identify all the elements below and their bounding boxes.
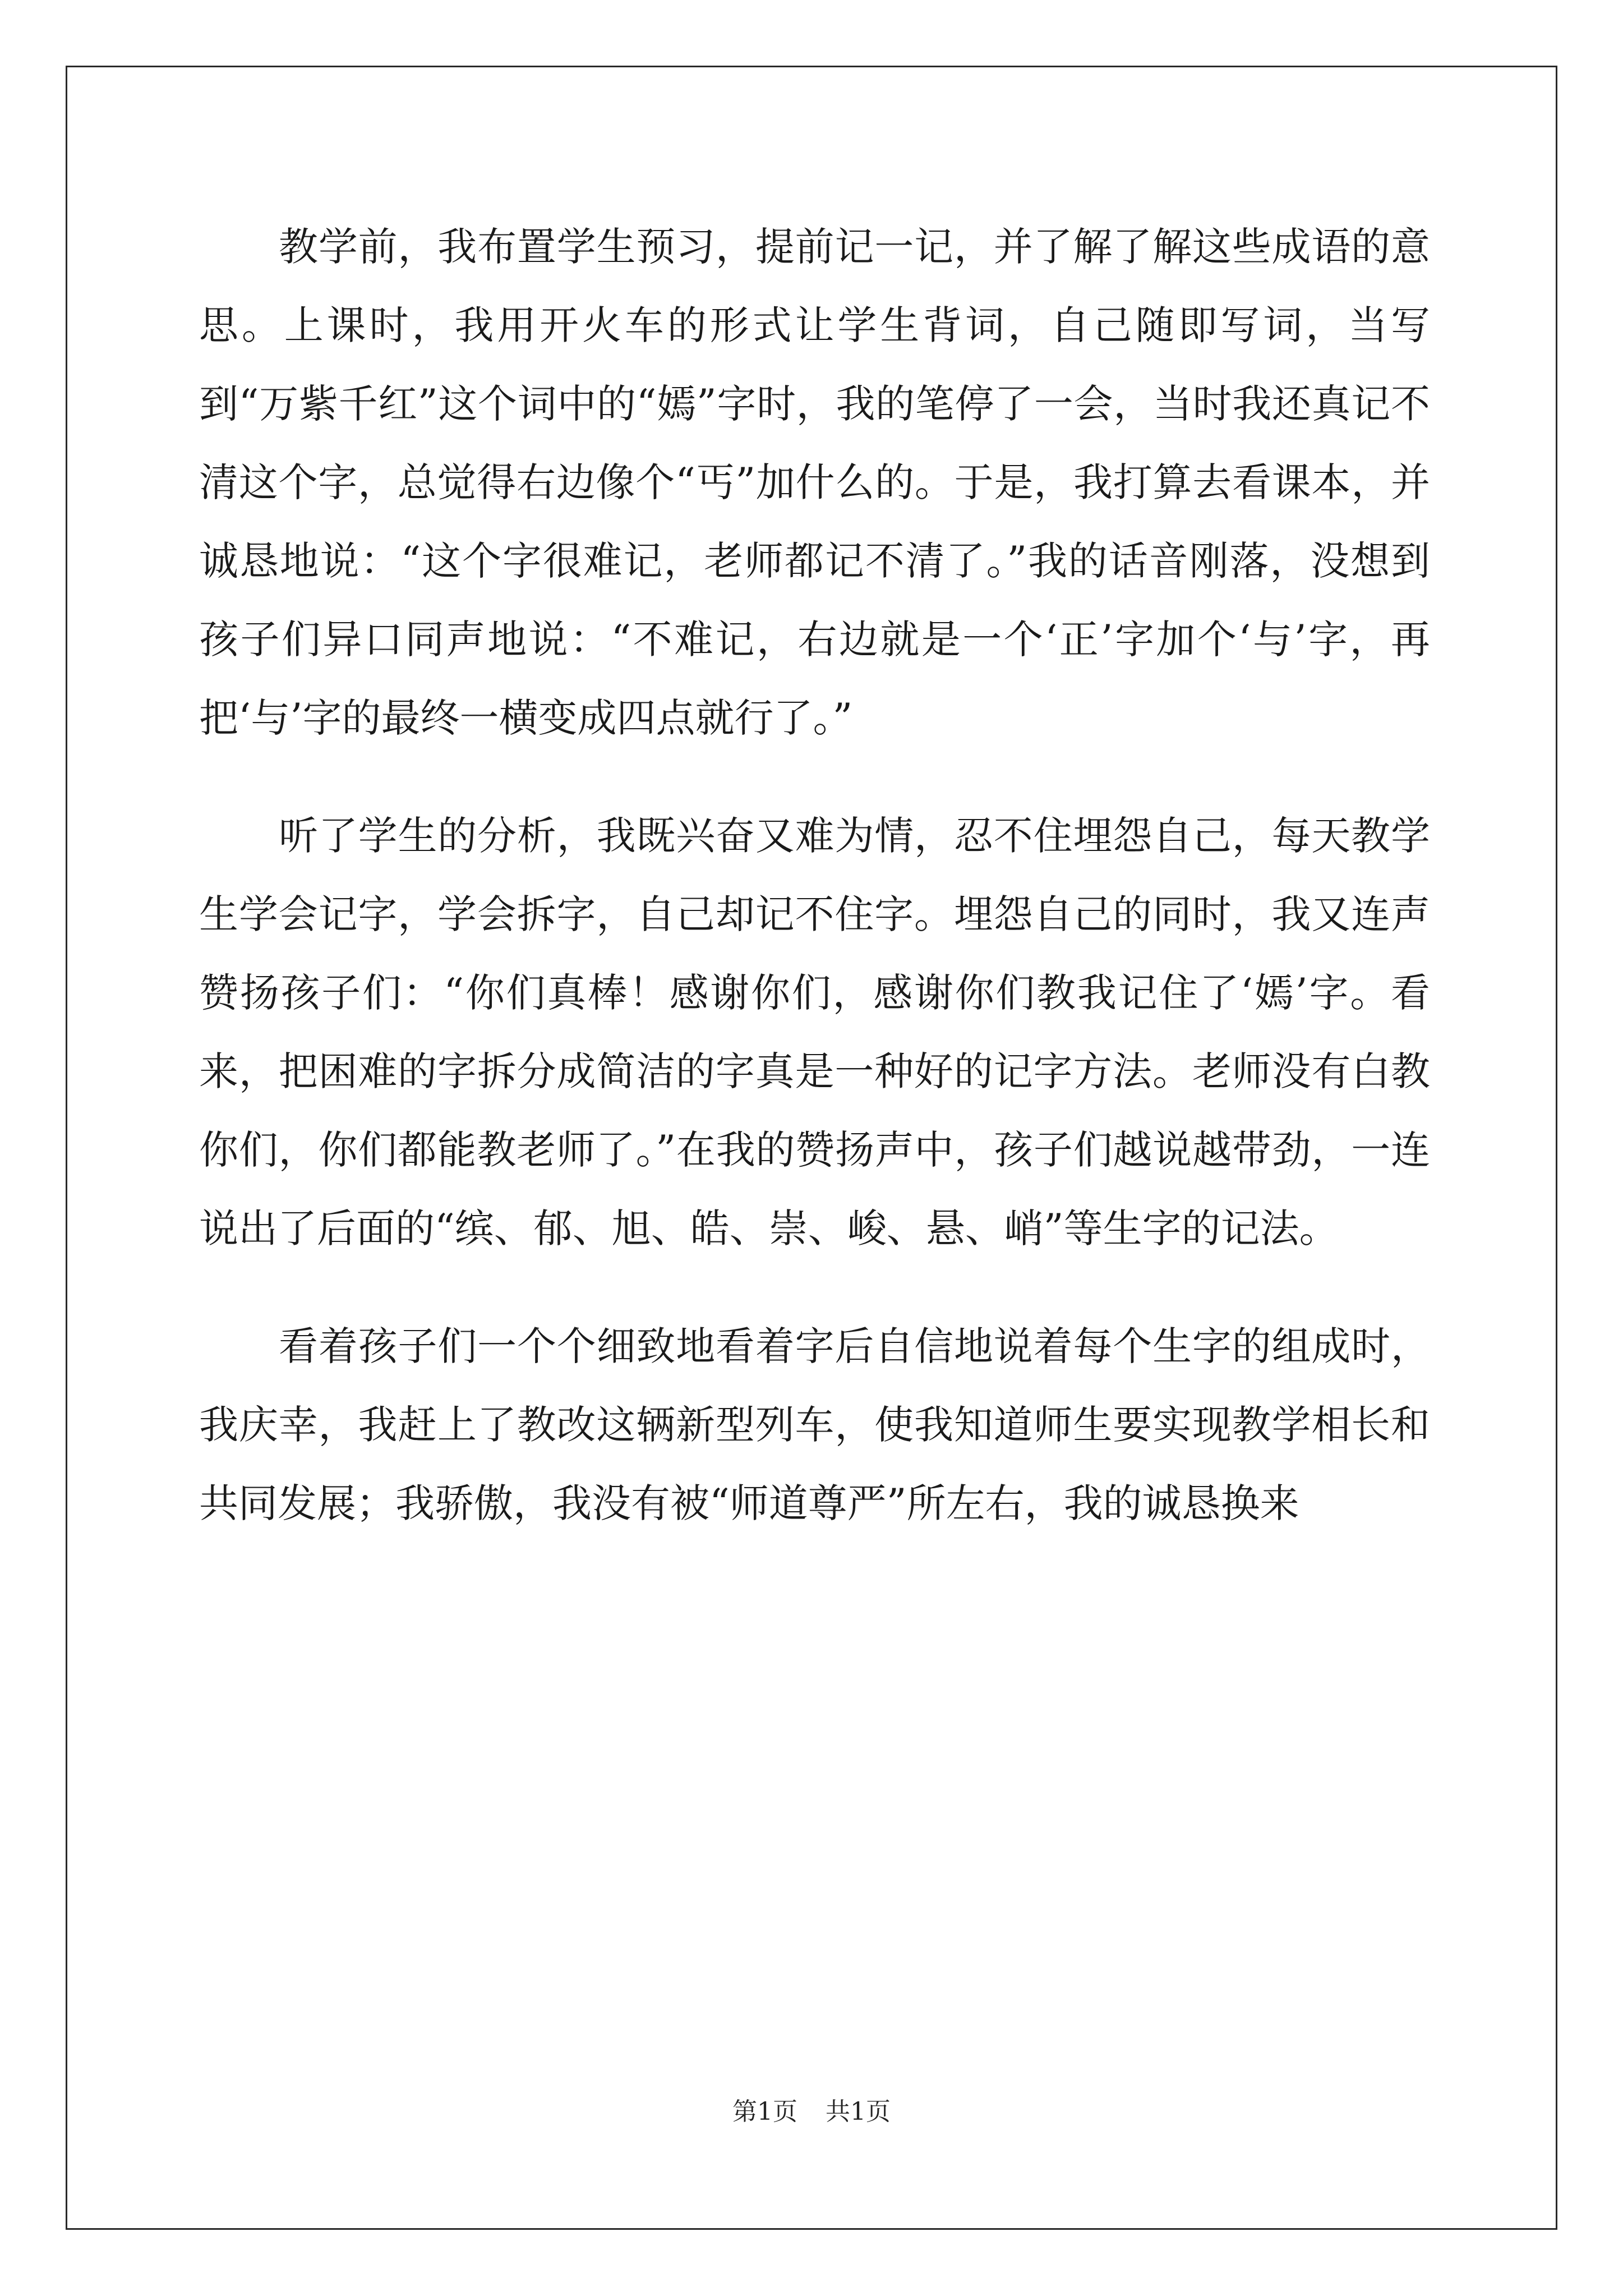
paragraph: 听了学生的分析，我既兴奋又难为情，忍不住埋怨自己，每天教学生学会记字，学会拆字，自己却记不住字。埋怨自己的同时，我又连声赞扬孩子们：“你们真棒！感谢你们，感谢你们教我记住了‘嫣’字。看来，把困难的字拆分成简洁的字真是一种好的记字方法。老师没有白教你们，你们都能教老师了。”在我的赞扬声中，孩子们越说越带劲，一连说出了后面的“缤、郁、旭、皓、崇、峻、悬、峭”等生字的记法。 — [199, 813, 1430, 1251]
page-total: 共1页 — [826, 2097, 891, 2126]
page-number: 第1页 — [732, 2097, 797, 2126]
document-body — [199, 208, 1430, 1543]
paragraph: 教学前，我布置学生预习，提前记一记，并了解了解这些成语的意思。上课时，我用开火车的形式让学生背词，自己随即写词，当写到“万紫千红”这个词中的“嫣”字时，我的笔停了一会，当时我还真记不清这个字，总觉得右边像个“丐”加什么的。于是，我打算去看课本，并诚恳地说：“这个字很难记，老师都记不清了。”我的话音刚落，没想到孩子们异口同声地说：“不难记，右边就是一个‘正’字加个‘与’字，再把‘与’字的最终一横变成四点就行了。” — [199, 224, 1430, 741]
paragraph: 看着孩子们一个个细致地看着字后自信地说着每个生字的组成时，我庆幸，我赶上了教改这辆新型列车，使我知道师生要实现教学相长和共同发展；我骄傲，我没有被“师道尊严”所左右，我的诚恳换来 — [199, 1323, 1430, 1526]
page-footer — [0, 2095, 1623, 2129]
